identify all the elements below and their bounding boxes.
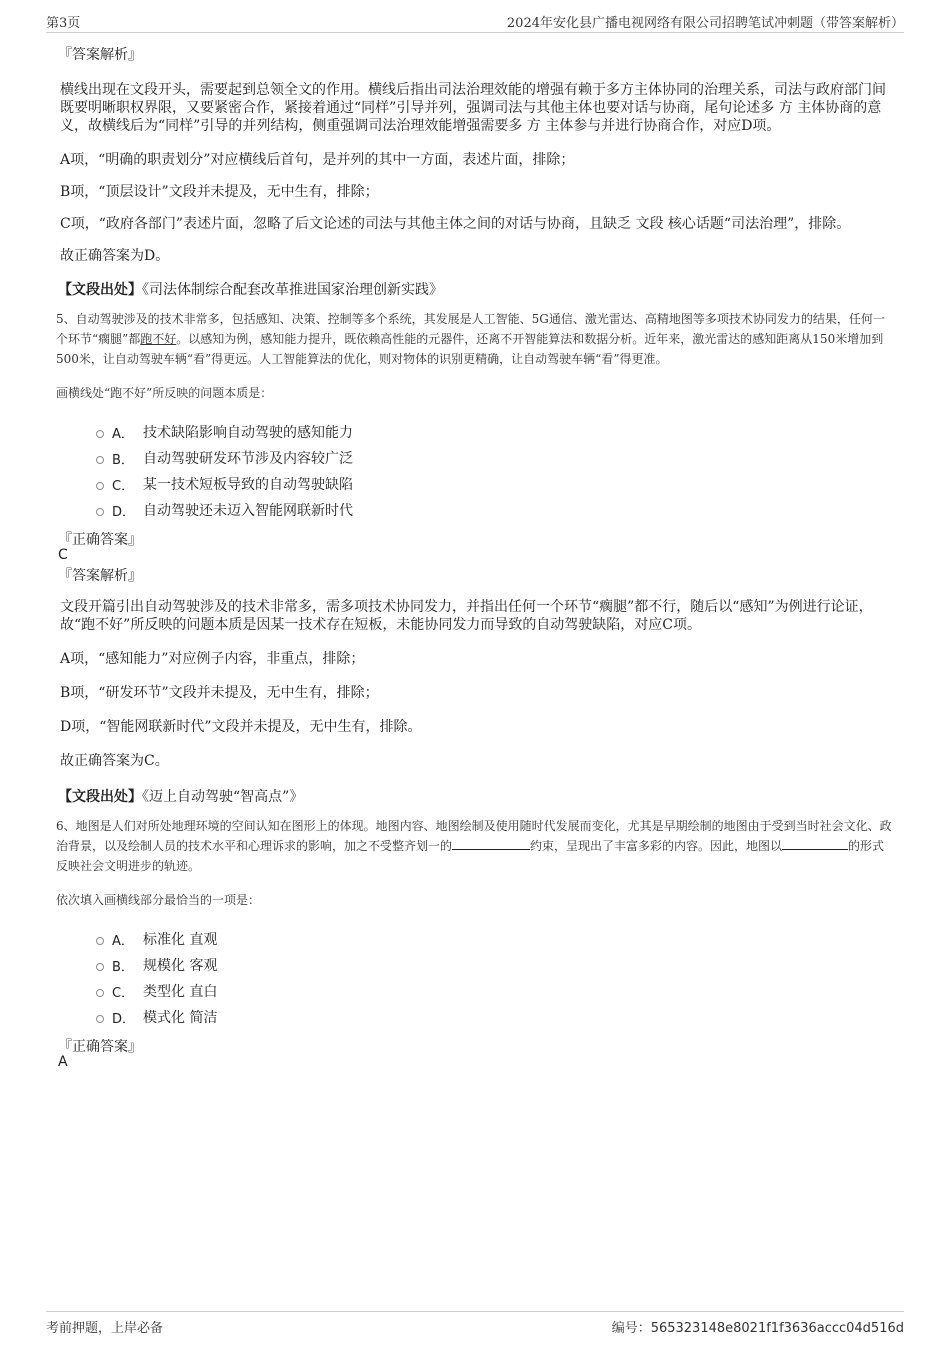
option-text: 标准化 直观 xyxy=(143,932,218,948)
radio-icon[interactable] xyxy=(96,1015,104,1023)
question-6-text-end: 的形式反映社会文明进步的轨迹。 xyxy=(56,839,885,873)
question-6-prompt: 依次填入画横线部分最恰当的一项是： xyxy=(56,893,261,907)
question-5-prompt: 画横线处“跑不好”所反映的问题本质是： xyxy=(56,386,273,400)
radio-icon[interactable] xyxy=(96,963,104,971)
option-a[interactable] xyxy=(96,419,894,445)
source-label: 【文段出处】 xyxy=(58,789,142,805)
radio-icon[interactable] xyxy=(96,937,104,945)
question-6-stem xyxy=(56,816,894,876)
analysis-option-b: B项，“研发环节”文段并未提及，无中生有，排除； xyxy=(60,685,379,701)
option-letter: B． xyxy=(112,452,134,468)
fill-blank-1[interactable] xyxy=(452,837,530,850)
page-header xyxy=(46,12,904,33)
question-5-text: 5、自动驾驶涉及的技术非常多，包括感知、决策、控制等多个系统，其发展是人工智能、5G通信、激光雷达、高精地图等多项技术协同发力的结果，任何一个环节“瘸腿”都 xyxy=(56,312,885,346)
page-footer xyxy=(46,1311,904,1336)
option-letter: C． xyxy=(112,985,135,1001)
analysis-option-a: A项，“感知能力”对应例子内容，非重点，排除； xyxy=(60,651,365,667)
main-content xyxy=(56,44,894,1072)
option-letter: B． xyxy=(112,959,134,975)
option-b[interactable] xyxy=(96,445,894,471)
analysis-option-d: D项，“智能网联新时代”文段并未提及，无中生有，排除。 xyxy=(60,719,422,735)
answer-conclusion: 故正确答案为C。 xyxy=(60,753,169,769)
option-text: 类型化 直白 xyxy=(143,984,218,1000)
option-d[interactable] xyxy=(96,497,894,523)
footer-slogan: 考前押题，上岸必备 xyxy=(46,1321,164,1336)
radio-icon[interactable] xyxy=(96,430,104,438)
option-text: 技术缺陷影响自动驾驶的感知能力 xyxy=(143,425,353,441)
option-text: 自动驾驶研发环节涉及内容较广泛 xyxy=(143,451,353,467)
source-citation xyxy=(56,786,894,806)
correct-answer-label: 『正确答案』 xyxy=(58,1039,142,1055)
option-text: 规模化 客观 xyxy=(143,958,218,974)
correct-answer-label: 『正确答案』 xyxy=(58,532,142,548)
question-6-options xyxy=(96,926,894,1030)
document-title: 2024年安化县广播电视网络有限公司招聘笔试冲刺题（带答案解析） xyxy=(506,16,904,31)
source-citation xyxy=(56,279,894,299)
option-letter: D． xyxy=(112,1011,136,1027)
option-letter: A． xyxy=(112,933,134,949)
radio-icon[interactable] xyxy=(96,508,104,516)
analysis-option-c: C项，“政府各部门”表述片面，忽略了后文论述的司法与其他主体之间的对话与协商，且缺乏 文段 核心话题“司法治理”，排除。 xyxy=(60,216,851,232)
underlined-phrase: 跑不好 xyxy=(140,332,177,346)
option-c[interactable] xyxy=(96,978,894,1004)
option-letter: C． xyxy=(112,478,135,494)
answer-analysis: 文段开篇引出自动驾驶涉及的技术非常多，需多项技术协同发力，并指出任何一个环节“瘸腿”都不行，随后以“感知”为例进行论证，故“跑不好”所反映的问题本质是因某一技术存在短板，未能协同发力而导致的自动驾驶缺陷，对应C项。 xyxy=(60,599,873,633)
option-c[interactable] xyxy=(96,471,894,497)
question-5-options xyxy=(96,419,894,523)
code-label: 编号： xyxy=(611,1321,651,1336)
analysis-label: 『答案解析』 xyxy=(58,47,142,63)
option-letter: A． xyxy=(112,426,134,442)
option-text: 模式化 简洁 xyxy=(143,1010,218,1026)
option-d[interactable] xyxy=(96,1004,894,1030)
source-title: 《迈上自动驾驶“智高点”》 xyxy=(142,789,304,805)
option-b[interactable] xyxy=(96,952,894,978)
option-a[interactable] xyxy=(96,926,894,952)
source-label: 【文段出处】 xyxy=(58,282,142,298)
question-6-text-cont: 约束，呈现出了丰富多彩的内容。因此，地图以 xyxy=(530,839,783,853)
answer-analysis: 横线出现在文段开头，需要起到总领全文的作用。横线后指出司法治理效能的增强有赖于多方主体协同的治理关系，司法与政府部门间既要明晰职权界限，又要紧密合作，紧接着通过“同样”引导并列，强调司法与其他主体也要对话与协商，尾句论述多 方 主体协商的意义，故横线后为“同样”引导的并列结构，侧重强调司法治理效能增强需要多 方 主体参与并进行协商合作，对应D项。 xyxy=(60,82,886,134)
page-number: 第3页 xyxy=(46,16,81,31)
fill-blank-2[interactable] xyxy=(782,837,848,850)
correct-answer: A xyxy=(58,1054,68,1070)
question-5-text-cont: 。以感知为例，感知能力提升，既依赖高性能的元器件，还离不开智能算法和数据分析。近年来，激光雷达的感知距离从150米增加到500米，让自动驾驶车辆“看”得更远。人工智能算法的优化，则对物体的识别更精确，让自动驾驶车辆“看”得更准。 xyxy=(56,332,884,366)
question-6-text: 6、地图是人们对所处地理环境的空间认知在图形上的体现。地图内容、地图绘制及使用随时代发展而变化，尤其是早期绘制的地图由于受到当时社会文化、政治背景，以及绘制人员的技术水平和心理诉求的影响，加之不受整齐划一的 xyxy=(56,819,892,853)
document-code xyxy=(612,1317,904,1336)
radio-icon[interactable] xyxy=(96,482,104,490)
code-value: 565323148e8021f1f3636accc04d516d xyxy=(650,1321,904,1336)
option-text: 自动驾驶还未迈入智能网联新时代 xyxy=(143,503,353,519)
analysis-option-b: B项，“顶层设计”文段并未提及，无中生有，排除； xyxy=(60,184,379,200)
correct-answer: C xyxy=(58,547,68,563)
option-letter: D． xyxy=(112,504,136,520)
option-text: 某一技术短板导致的自动驾驶缺陷 xyxy=(143,477,353,493)
source-title: 《司法体制综合配套改革推进国家治理创新实践》 xyxy=(142,282,443,298)
answer-conclusion: 故正确答案为D。 xyxy=(60,248,170,264)
analysis-option-a: A项，“明确的职责划分”对应横线后首句，是并列的其中一方面，表述片面，排除； xyxy=(60,152,575,168)
radio-icon[interactable] xyxy=(96,989,104,997)
radio-icon[interactable] xyxy=(96,456,104,464)
question-5-stem xyxy=(56,309,894,369)
analysis-label: 『答案解析』 xyxy=(58,568,142,584)
